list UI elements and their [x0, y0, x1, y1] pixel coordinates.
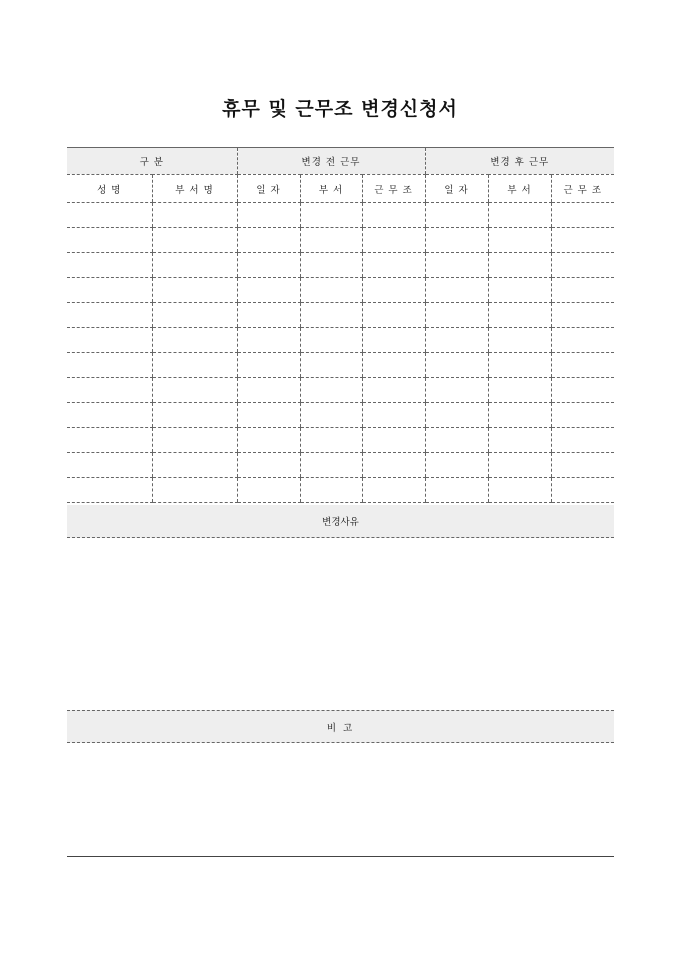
table-cell[interactable]	[362, 278, 425, 303]
table-cell[interactable]	[425, 478, 488, 503]
table-cell[interactable]	[425, 453, 488, 478]
table-cell[interactable]	[362, 378, 425, 403]
before-change-header: 변경 전 근무	[237, 148, 425, 175]
table-cell[interactable]	[67, 453, 152, 478]
table-cell[interactable]	[67, 278, 152, 303]
table-row	[67, 253, 614, 278]
table-cell[interactable]	[67, 378, 152, 403]
table-cell[interactable]	[237, 428, 300, 453]
note-field[interactable]	[67, 743, 614, 856]
header-row-group	[67, 148, 614, 175]
note-label: 비 고	[326, 722, 355, 734]
table-row	[67, 203, 614, 228]
table-cell[interactable]	[425, 278, 488, 303]
table-cell[interactable]	[362, 478, 425, 503]
table-cell[interactable]	[362, 203, 425, 228]
group-header: 구 분	[67, 148, 237, 175]
table-cell[interactable]	[488, 478, 551, 503]
table-cell[interactable]	[67, 428, 152, 453]
table-cell[interactable]	[488, 203, 551, 228]
table-cell[interactable]	[300, 278, 362, 303]
table-cell[interactable]	[551, 278, 614, 303]
column-header-after-date: 일 자	[425, 175, 488, 203]
table-cell[interactable]	[300, 328, 362, 353]
table-cell[interactable]	[488, 353, 551, 378]
table-cell[interactable]	[67, 328, 152, 353]
table-cell[interactable]	[237, 303, 300, 328]
table-cell[interactable]	[300, 353, 362, 378]
table-cell[interactable]	[237, 378, 300, 403]
table-cell[interactable]	[551, 403, 614, 428]
column-header-department-name: 부 서 명	[152, 175, 237, 203]
table-cell[interactable]	[237, 228, 300, 253]
change-request-table	[67, 147, 614, 503]
table-cell[interactable]	[300, 428, 362, 453]
table-cell[interactable]	[551, 428, 614, 453]
table-row	[67, 328, 614, 353]
after-change-header: 변경 후 근무	[425, 148, 614, 175]
table-cell[interactable]	[425, 253, 488, 278]
table-cell[interactable]	[300, 403, 362, 428]
table-cell[interactable]	[488, 328, 551, 353]
table-cell[interactable]	[237, 253, 300, 278]
table-cell[interactable]	[425, 228, 488, 253]
table-cell[interactable]	[362, 403, 425, 428]
table-row	[67, 378, 614, 403]
table-cell[interactable]	[362, 328, 425, 353]
table-row	[67, 403, 614, 428]
table-cell[interactable]	[152, 328, 237, 353]
table-cell[interactable]	[152, 378, 237, 403]
table-cell[interactable]	[488, 378, 551, 403]
table-cell[interactable]	[488, 253, 551, 278]
table-cell[interactable]	[488, 278, 551, 303]
header-row-columns	[67, 175, 614, 203]
table-cell[interactable]	[152, 453, 237, 478]
table-cell[interactable]	[67, 403, 152, 428]
table-cell[interactable]	[152, 403, 237, 428]
table-row	[67, 303, 614, 328]
table-cell[interactable]	[551, 353, 614, 378]
column-header-name: 성 명	[67, 175, 152, 203]
bottom-divider	[67, 856, 614, 857]
table-cell[interactable]	[152, 428, 237, 453]
column-header-after-department: 부 서	[488, 175, 551, 203]
table-cell[interactable]	[152, 478, 237, 503]
table-cell[interactable]	[152, 203, 237, 228]
table-row	[67, 278, 614, 303]
table-cell[interactable]	[152, 278, 237, 303]
table-cell[interactable]	[237, 203, 300, 228]
column-header-after-shift: 근 무 조	[551, 175, 614, 203]
table-row	[67, 453, 614, 478]
table-row	[67, 478, 614, 503]
table-cell[interactable]	[488, 453, 551, 478]
table-cell[interactable]	[300, 253, 362, 278]
table-cell[interactable]	[425, 403, 488, 428]
table-cell[interactable]	[300, 303, 362, 328]
table-cell[interactable]	[152, 228, 237, 253]
table-cell[interactable]	[488, 428, 551, 453]
table-cell[interactable]	[425, 378, 488, 403]
table-cell[interactable]	[488, 303, 551, 328]
table-cell[interactable]	[551, 203, 614, 228]
page-title: 휴무 및 근무조 변경신청서	[222, 98, 458, 120]
table-cell[interactable]	[425, 328, 488, 353]
table-cell[interactable]	[300, 378, 362, 403]
table-cell[interactable]	[237, 453, 300, 478]
table-cell[interactable]	[152, 353, 237, 378]
table-cell[interactable]	[488, 403, 551, 428]
table-row	[67, 428, 614, 453]
table-cell[interactable]	[300, 203, 362, 228]
table-cell[interactable]	[237, 403, 300, 428]
table-cell[interactable]	[67, 228, 152, 253]
table-cell[interactable]	[362, 428, 425, 453]
reason-label: 변경사유	[322, 517, 359, 528]
reason-field[interactable]	[67, 538, 614, 710]
table-cell[interactable]	[362, 453, 425, 478]
table-cell[interactable]	[237, 328, 300, 353]
table-cell[interactable]	[551, 328, 614, 353]
table-cell[interactable]	[551, 378, 614, 403]
table-cell[interactable]	[425, 303, 488, 328]
table-cell[interactable]	[152, 303, 237, 328]
table-cell[interactable]	[488, 228, 551, 253]
table-cell[interactable]	[425, 203, 488, 228]
table-cell[interactable]	[237, 478, 300, 503]
table-cell[interactable]	[237, 353, 300, 378]
table-cell[interactable]	[362, 228, 425, 253]
table-cell[interactable]	[551, 478, 614, 503]
table-cell[interactable]	[67, 303, 152, 328]
table-cell[interactable]	[362, 353, 425, 378]
table-cell[interactable]	[551, 453, 614, 478]
reason-header	[67, 505, 614, 538]
table-cell[interactable]	[152, 253, 237, 278]
note-header	[67, 710, 614, 743]
table-cell[interactable]	[551, 303, 614, 328]
column-header-before-date: 일 자	[237, 175, 300, 203]
table-row	[67, 353, 614, 378]
table-cell[interactable]	[551, 228, 614, 253]
table-cell[interactable]	[67, 253, 152, 278]
table-cell[interactable]	[551, 253, 614, 278]
table-cell[interactable]	[300, 478, 362, 503]
table-cell[interactable]	[300, 228, 362, 253]
table-cell[interactable]	[237, 278, 300, 303]
table-cell[interactable]	[67, 203, 152, 228]
table-cell[interactable]	[300, 453, 362, 478]
table-cell[interactable]	[67, 353, 152, 378]
column-header-before-department: 부 서	[300, 175, 362, 203]
table-cell[interactable]	[67, 478, 152, 503]
table-row	[67, 228, 614, 253]
table-cell[interactable]	[362, 303, 425, 328]
table-cell[interactable]	[425, 428, 488, 453]
table-cell[interactable]	[425, 353, 488, 378]
column-header-before-shift: 근 무 조	[362, 175, 425, 203]
table-cell[interactable]	[362, 253, 425, 278]
